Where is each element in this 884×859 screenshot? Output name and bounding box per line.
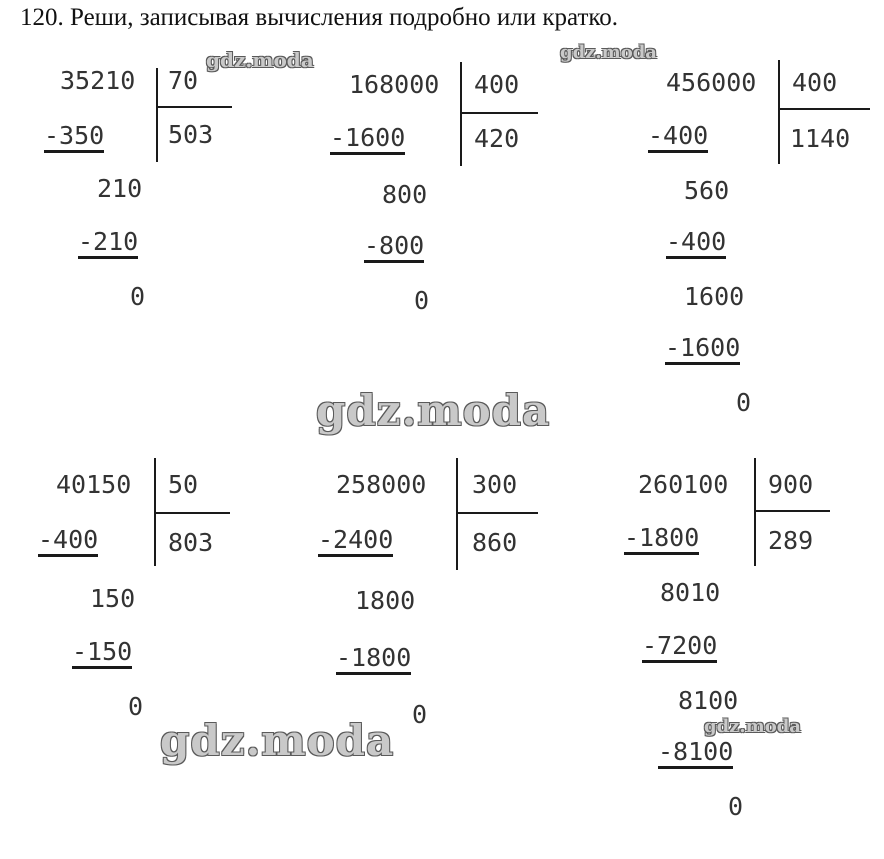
- subtrahend: -400: [38, 526, 98, 557]
- dividend: 168000: [349, 70, 440, 99]
- subtrahend: -1600: [330, 124, 405, 155]
- watermark: gdz.moda: [206, 48, 314, 72]
- dividend: 260100: [638, 470, 729, 499]
- subtrahend: -1600: [665, 334, 740, 365]
- remainder: 0: [128, 692, 144, 721]
- remainder: 1800: [355, 586, 416, 615]
- watermark: gdz.moda: [704, 716, 801, 737]
- remainder: 0: [728, 792, 744, 821]
- division-bracket-vertical: [778, 60, 780, 164]
- division-bracket-vertical: [754, 458, 756, 566]
- remainder: 0: [414, 286, 430, 315]
- quotient: 1140: [790, 124, 851, 153]
- subtrahend: -1800: [336, 644, 411, 675]
- remainder: 0: [412, 700, 428, 729]
- remainder: 0: [130, 282, 146, 311]
- quotient: 289: [768, 526, 814, 555]
- division-bracket-horizontal: [156, 512, 230, 514]
- exercise-title: 120. Реши, записывая вычисления подробно или кратко.: [20, 4, 618, 31]
- subtrahend: -400: [666, 228, 726, 259]
- dividend: 456000: [666, 68, 757, 97]
- remainder: 8010: [660, 578, 721, 607]
- remainder: 210: [97, 174, 143, 203]
- watermark: gdz.moda: [160, 716, 395, 765]
- remainder: 1600: [684, 282, 745, 311]
- remainder: 800: [382, 180, 428, 209]
- division-bracket-vertical: [156, 68, 158, 162]
- remainder: 8100: [678, 686, 739, 715]
- division-bracket-horizontal: [756, 510, 830, 512]
- quotient: 420: [474, 124, 520, 153]
- division-bracket-vertical: [460, 62, 462, 166]
- watermark: gdz.moda: [316, 386, 551, 435]
- subtrahend: -8100: [658, 738, 733, 769]
- division-bracket-horizontal: [458, 512, 538, 514]
- divisor: 400: [792, 68, 838, 97]
- dividend: 40150: [56, 470, 132, 499]
- quotient: 803: [168, 528, 214, 557]
- dividend: 35210: [60, 66, 136, 95]
- divisor: 50: [168, 470, 199, 499]
- subtrahend: -800: [364, 232, 424, 263]
- division-bracket-vertical: [456, 458, 458, 570]
- division-bracket-horizontal: [158, 106, 232, 108]
- subtrahend: -210: [78, 228, 138, 259]
- subtrahend: -7200: [642, 632, 717, 663]
- remainder: 150: [90, 584, 136, 613]
- division-bracket-horizontal: [462, 112, 538, 114]
- divisor: 400: [474, 70, 520, 99]
- divisor: 70: [168, 66, 199, 95]
- quotient: 860: [472, 528, 518, 557]
- remainder: 0: [736, 388, 752, 417]
- dividend: 258000: [336, 470, 427, 499]
- divisor: 300: [472, 470, 518, 499]
- subtrahend: -350: [44, 122, 104, 153]
- subtrahend: -1800: [624, 524, 699, 555]
- division-bracket-horizontal: [780, 108, 870, 110]
- divisor: 900: [768, 470, 814, 499]
- remainder: 560: [684, 176, 730, 205]
- watermark: gdz.moda: [560, 42, 657, 63]
- subtrahend: -150: [72, 638, 132, 669]
- subtrahend: -400: [648, 122, 708, 153]
- subtrahend: -2400: [318, 526, 393, 557]
- quotient: 503: [168, 120, 214, 149]
